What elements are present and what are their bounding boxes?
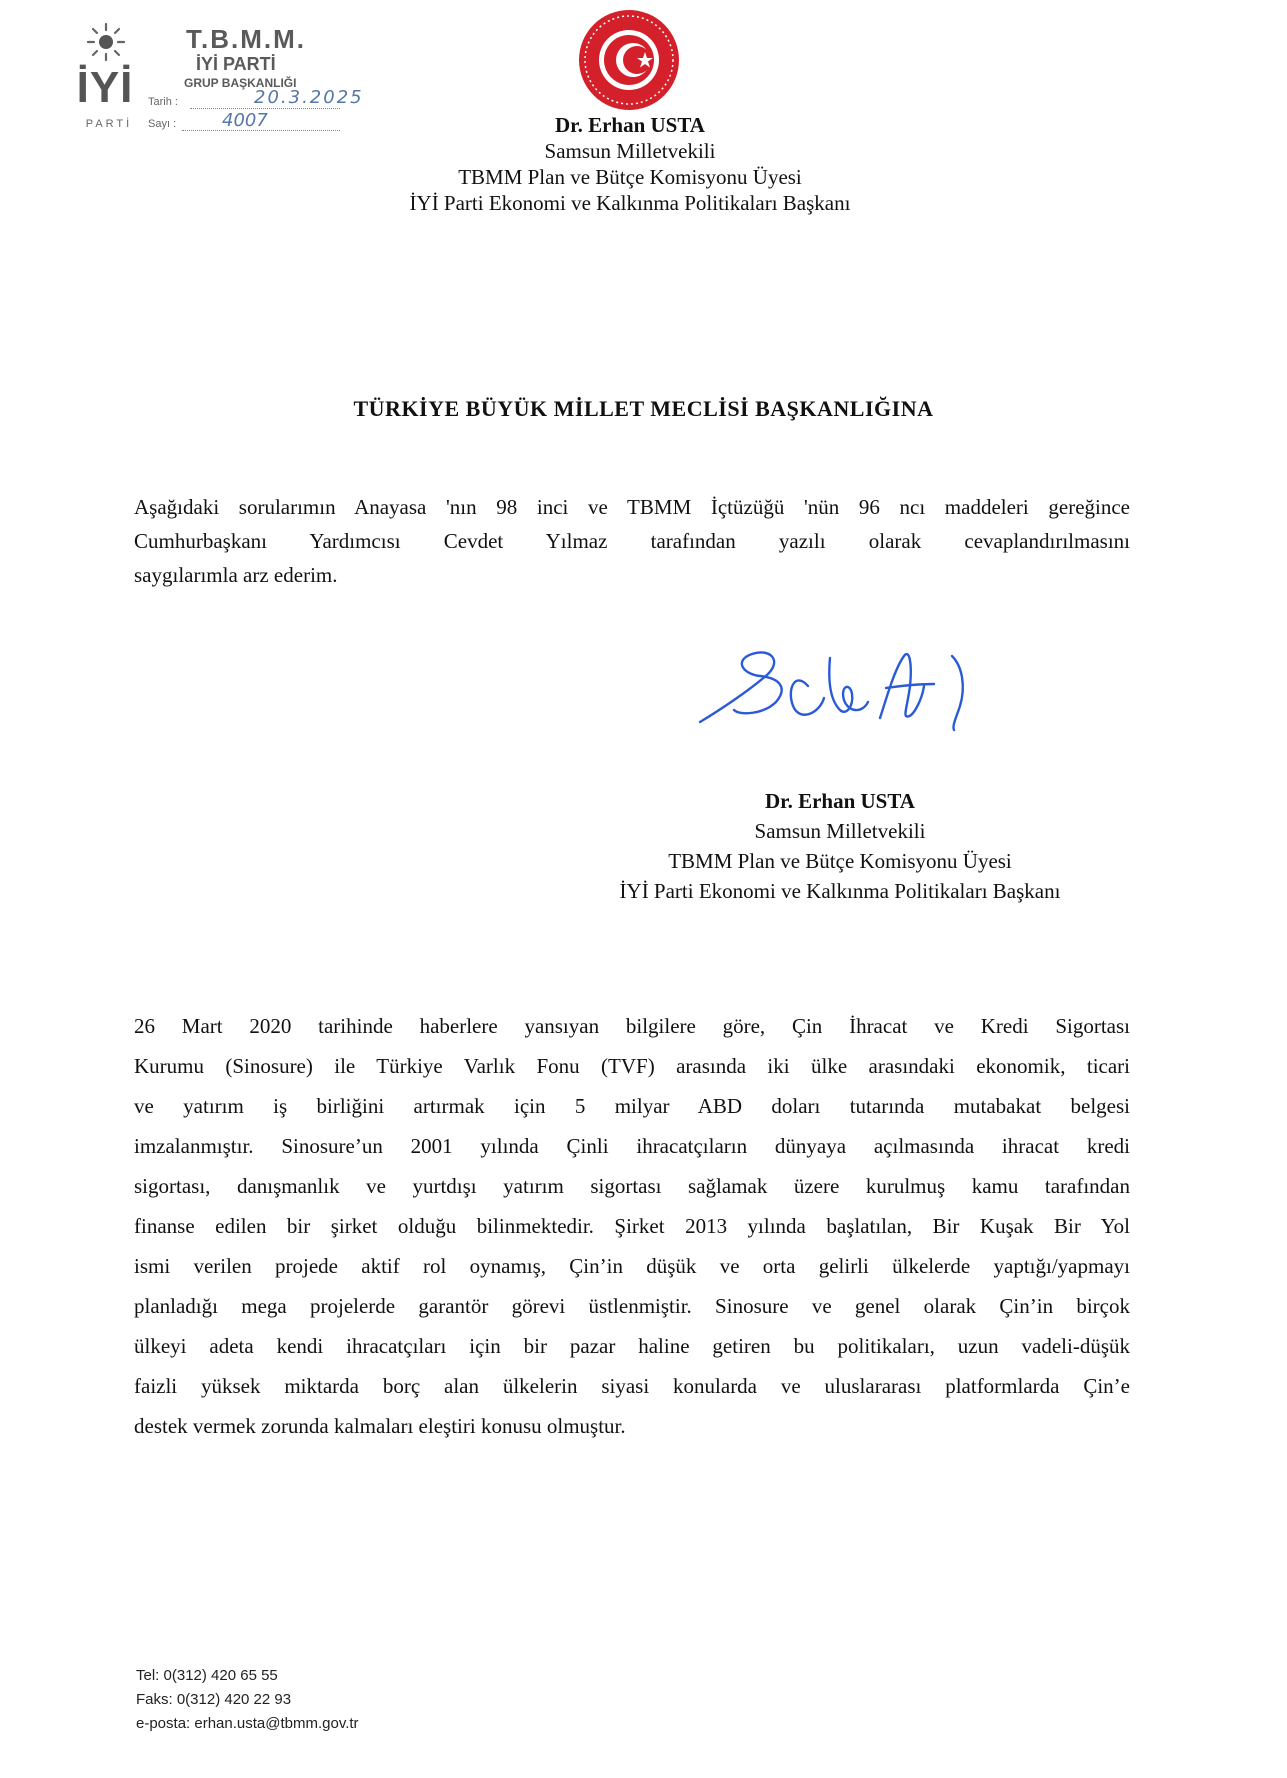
contact-email: e-posta: erhan.usta@tbmm.gov.tr [136,1715,359,1732]
contact-fax: Faks: 0(312) 420 22 93 [136,1691,292,1708]
party-wordmark: İYİ [76,63,134,112]
stamp-party: İYİ PARTİ [196,54,276,74]
registration-stamp [146,24,364,144]
contact-info [136,1664,359,1736]
letterhead-name: Dr. Erhan USTA [555,113,705,137]
body-line: ülkeyi adeta kendi ihracatçıları için bir pazar haline getiren bu politikaları, uzun vadeli-düşük [134,1334,1130,1358]
party-sub-label: PARTİ [85,118,133,130]
letterhead [380,112,880,216]
intro-paragraph [134,490,1130,592]
contact-phone: Tel: 0(312) 420 65 55 [136,1667,278,1684]
intro-line: Aşağıdaki sorularımın Anayasa 'nın 98 inci ve TBMM İçtüzüğü 'nün 96 ncı maddeleri gereğince [134,495,1130,519]
signer-role: İYİ Parti Ekonomi ve Kalkınma Politikaları Başkanı [619,879,1061,903]
body-line: 26 Mart 2020 tarihinde haberlere yansıyan bilgilere göre, Çin İhracat ve Kredi Sigortası [134,1014,1130,1038]
stamp-number-value: 4007 [222,110,268,131]
letterhead-committee: TBMM Plan ve Bütçe Komisyonu Üyesi [458,165,802,189]
body-line: finanse edilen bir şirket olduğu bilinmektedir. Şirket 2013 yılında başlatılan, Bir Kuşak Bir Yol [134,1214,1130,1238]
signer-block [560,786,1120,906]
signer-title: Samsun Milletvekili [754,819,926,843]
handwritten-signature [690,630,990,740]
body-paragraph [134,1006,1130,1446]
stamp-number-row [148,110,268,131]
body-line: faizli yüksek miktarda borç alan ülkelerin siyasi konularda ve uluslararası platformlarda Çin’e [134,1374,1130,1398]
body-line: imzalanmıştır. Sinosure’un 2001 yılında Çinli ihracatçıların dünyaya açılmasında ihracat kredi [134,1134,1130,1158]
body-line: sigortası, danışmanlık ve yurtdışı yatırım sigortası sağlamak üzere kurulmuş kamu tarafından [134,1174,1130,1198]
intro-line: saygılarımla arz ederim. [134,563,338,587]
stamp-date-row [148,87,364,108]
stamp-group: GRUP BAŞKANLIĞI [184,76,297,90]
body-line: planladığı mega projelerde garantör görevi üstlenmiştir. Sinosure ve genel olarak Çin’in birçok [134,1294,1130,1318]
addressee-heading: TÜRKİYE BÜYÜK MİLLET MECLİSİ BAŞKANLIĞINA [353,396,934,421]
sun-icon [86,22,126,62]
signer-committee: TBMM Plan ve Bütçe Komisyonu Üyesi [668,849,1012,873]
stamp-date-label: Tarih : [148,96,178,108]
intro-line: Cumhurbaşkanı Yardımcısı Cevdet Yılmaz tarafından yazılı olarak cevaplandırılmasını [134,529,1130,553]
body-line: ve yatırım iş birliğini artırmak için 5 milyar ABD doları tutarında mutabakat belgesi [134,1094,1130,1118]
stamp-date-line [190,87,364,109]
stamp-tbmm: T.B.M.M. [186,24,306,54]
body-line: Kurumu (Sinosure) ile Türkiye Varlık Fonu (TVF) arasında iki ülke arasındaki ekonomik, ticari [134,1054,1130,1078]
letterhead-role: İYİ Parti Ekonomi ve Kalkınma Politikaları Başkanı [409,191,851,215]
party-logo [74,22,144,134]
signer-name: Dr. Erhan USTA [765,789,915,813]
body-line: destek vermek zorunda kalmaları eleştiri konusu olmuştur. [134,1414,626,1438]
body-line: ismi verilen projede aktif rol oynamış, Çin’in düşük ve orta gelirli ülkelerde yaptığı/yapmayı [134,1254,1130,1278]
stamp-number-label: Sayı : [148,118,177,130]
stamp-date-value: 20.3.2025 [254,87,364,108]
tbmm-seal-icon [575,6,683,114]
stamp-number-line [182,110,340,131]
letterhead-title: Samsun Milletvekili [544,139,716,163]
